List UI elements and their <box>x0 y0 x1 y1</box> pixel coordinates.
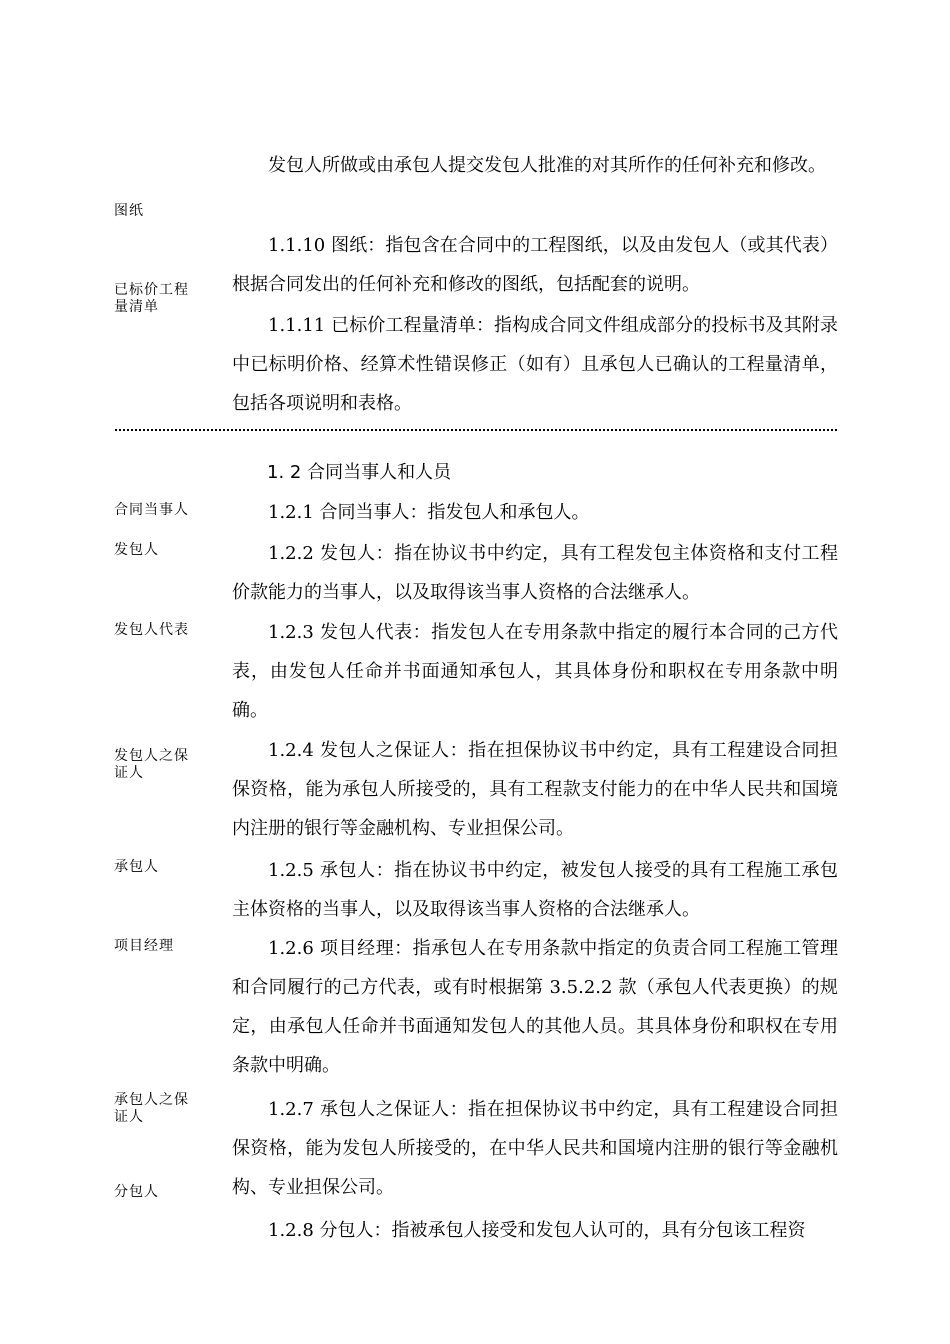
paragraph-1-2-8: 1.2.8 分包人：指被承包人接受和发包人认可的，具有分包该工程资 <box>268 1220 806 1241</box>
paragraph-1-2-5: 1.2.5 承包人：指在协议书中约定，被发包人接受的具有工程施工承包主体资格的当事人，以及取得该当事人资格的合法继承人。 <box>232 860 838 920</box>
margin-note-employer-rep: 发包人代表 <box>114 622 189 638</box>
margin-note-priced-bill: 已标价工程量清单 <box>114 282 189 315</box>
paragraph-1-2-4: 1.2.4 发包人之保证人：指在担保协议书中约定，具有工程建设合同担保资格，能为承包人所接受的，具有工程款支付能力的在中华人民共和国境内注册的银行等金融机构、专业担保公司。 <box>232 740 838 839</box>
paragraph-1-2-1: 1.2.1 合同当事人：指发包人和承包人。 <box>268 502 590 523</box>
paragraph-1-1-11: 1.1.11 已标价工程量清单：指构成合同文件组成部分的投标书及其附录中已标明价格、经算术性错误修正（如有）且承包人已确认的工程量清单，包括各项说明和表格。 <box>232 315 838 414</box>
paragraph-1-2-3: 1.2.3 发包人代表：指发包人在专用条款中指定的履行本合同的己方代表，由发包人任命并书面通知承包人，其具体身份和职权在专用条款中明确。 <box>232 622 838 721</box>
paragraph-1-2-6: 1.2.6 项目经理：指承包人在专用条款中指定的负责合同工程施工管理和合同履行的己方代表，或有时根据第 3.5.2.2 款（承包人代表更换）的规定，由承包人任命并书面通知发包人的其他人员。其具体身份和职权在专用条款中明确。 <box>232 938 838 1076</box>
dotted-divider <box>115 429 837 431</box>
margin-note-subcontractor: 分包人 <box>114 1184 159 1200</box>
margin-note-contractor-guarantor: 承包人之保证人 <box>114 1092 189 1125</box>
paragraph-1-2-7: 1.2.7 承包人之保证人：指在担保协议书中约定，具有工程建设合同担保资格，能为发包人所接受的，在中华人民共和国境内注册的银行等金融机构、专业担保公司。 <box>232 1099 838 1198</box>
margin-note-project-manager: 项目经理 <box>114 938 174 954</box>
section-heading: 1. 2 合同当事人和人员 <box>267 462 452 483</box>
margin-note-drawings: 图纸 <box>114 203 144 219</box>
margin-note-employer-guarantor: 发包人之保证人 <box>114 748 189 781</box>
paragraph-1-1-10: 1.1.10 图纸：指包含在合同中的工程图纸，以及由发包人（或其代表）根据合同发出的任何补充和修改的图纸，包括配套的说明。 <box>232 235 838 295</box>
margin-note-parties: 合同当事人 <box>114 502 189 518</box>
paragraph-1-2-2: 1.2.2 发包人：指在协议书中约定，具有工程发包主体资格和支付工程价款能力的当事人，以及取得该当事人资格的合法继承人。 <box>232 543 838 603</box>
margin-note-contractor: 承包人 <box>114 859 159 875</box>
paragraph-continuation: 发包人所做或由承包人提交发包人批准的对其所作的任何补充和修改。 <box>268 155 826 176</box>
margin-note-employer: 发包人 <box>114 542 159 558</box>
